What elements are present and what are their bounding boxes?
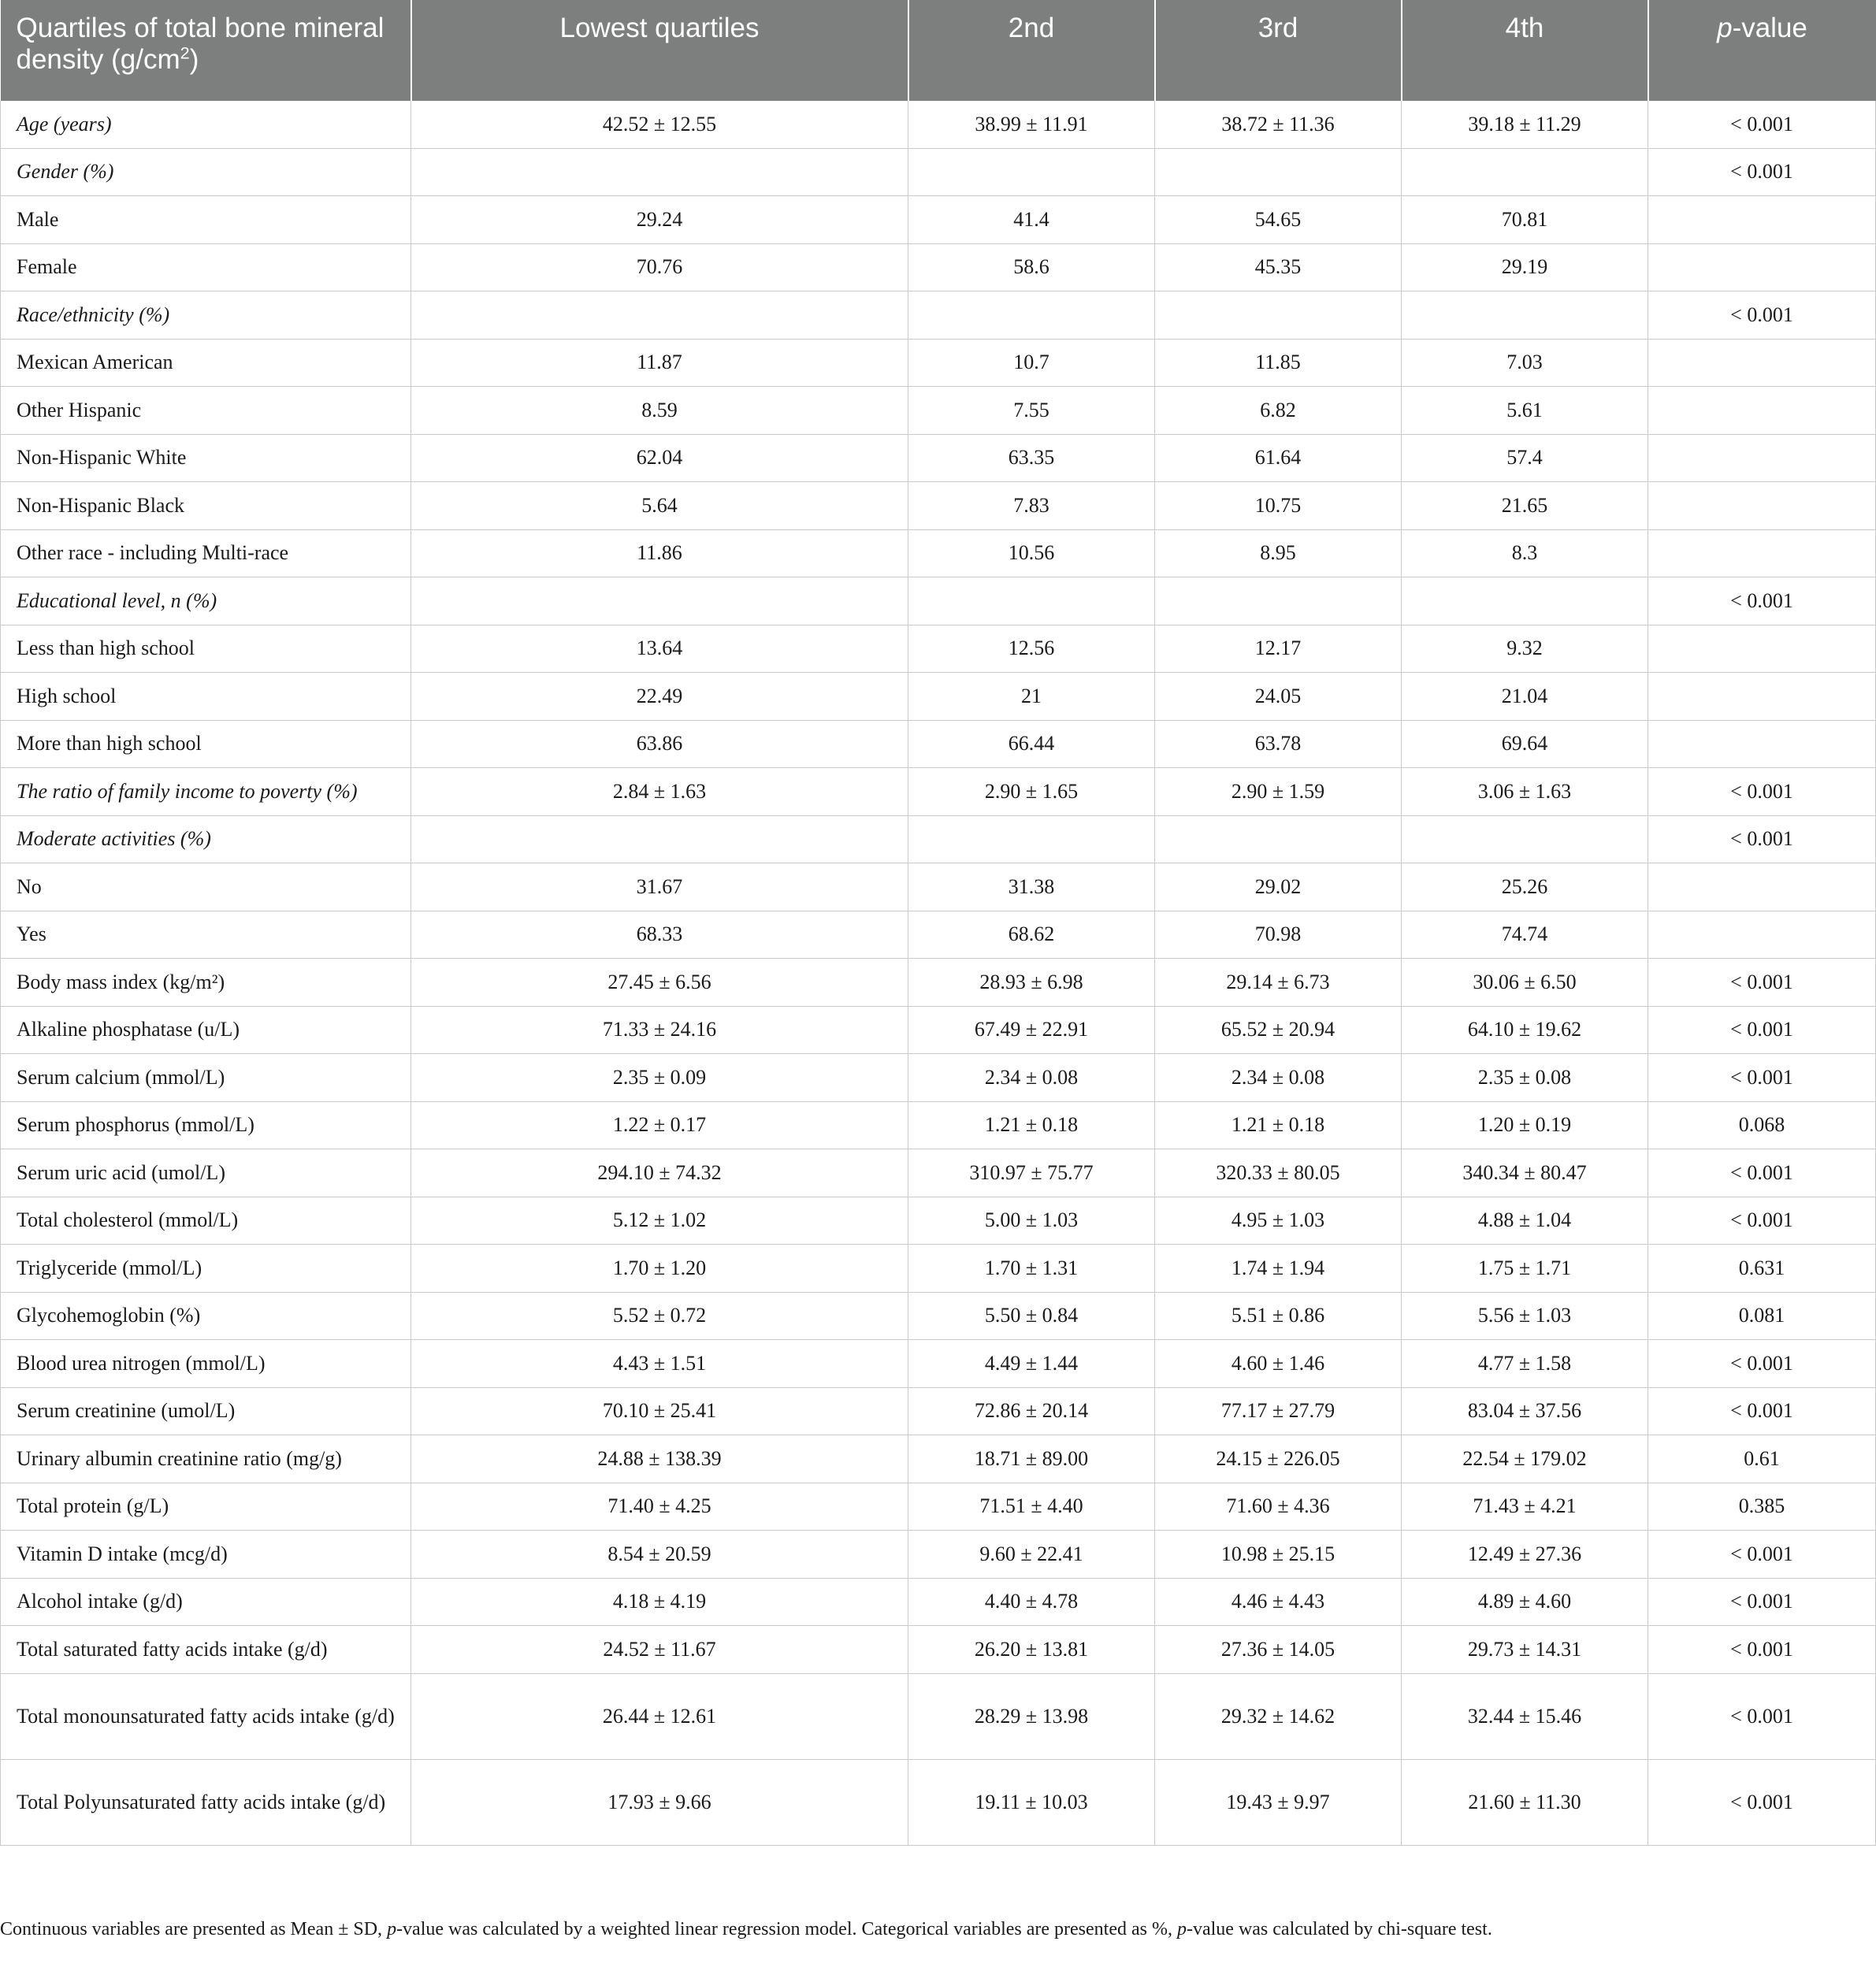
cell-lowest xyxy=(411,815,908,863)
footnote-part3: -value was calculated by chi-square test. xyxy=(1186,1919,1492,1939)
cell-p-value: < 0.001 xyxy=(1648,1626,1876,1674)
cell-4th: 21.60 ± 11.30 xyxy=(1402,1759,1648,1845)
cell-lowest: 26.44 ± 12.61 xyxy=(411,1673,908,1759)
header-p-italic: p xyxy=(1717,13,1733,43)
cell-p-value: < 0.001 xyxy=(1648,291,1876,340)
table-row xyxy=(1,768,1876,816)
cell-lowest: 2.35 ± 0.09 xyxy=(411,1054,908,1102)
cell-lowest: 11.86 xyxy=(411,529,908,577)
table-row xyxy=(1,1149,1876,1197)
cell-lowest: 24.88 ± 138.39 xyxy=(411,1435,908,1483)
cell-p-value xyxy=(1648,673,1876,721)
cell-3rd: 29.02 xyxy=(1155,863,1402,911)
table-row xyxy=(1,1292,1876,1340)
cell-p-value: < 0.001 xyxy=(1648,1673,1876,1759)
cell-lowest: 8.54 ± 20.59 xyxy=(411,1531,908,1579)
cell-4th xyxy=(1402,291,1648,340)
header-quartiles xyxy=(1,0,411,101)
cell-2nd: 2.34 ± 0.08 xyxy=(908,1054,1155,1102)
cell-lowest: 27.45 ± 6.56 xyxy=(411,959,908,1007)
cell-3rd: 27.36 ± 14.05 xyxy=(1155,1626,1402,1674)
table-row xyxy=(1,339,1876,387)
table-row xyxy=(1,529,1876,577)
cell-p-value: 0.081 xyxy=(1648,1292,1876,1340)
cell-3rd: 2.34 ± 0.08 xyxy=(1155,1054,1402,1102)
cell-lowest: 70.76 xyxy=(411,243,908,291)
table-row xyxy=(1,863,1876,911)
cell-4th: 21.65 xyxy=(1402,482,1648,530)
cell-2nd: 1.70 ± 1.31 xyxy=(908,1245,1155,1293)
cell-3rd: 71.60 ± 4.36 xyxy=(1155,1483,1402,1531)
cell-4th: 22.54 ± 179.02 xyxy=(1402,1435,1648,1483)
table-row xyxy=(1,434,1876,482)
cell-3rd: 10.75 xyxy=(1155,482,1402,530)
row-label: High school xyxy=(1,673,411,721)
cell-2nd: 10.56 xyxy=(908,529,1155,577)
row-label: Serum creatinine (umol/L) xyxy=(1,1387,411,1435)
table-row xyxy=(1,577,1876,625)
row-label: Other race - including Multi-race xyxy=(1,529,411,577)
cell-4th: 4.88 ± 1.04 xyxy=(1402,1197,1648,1245)
cell-lowest: 70.10 ± 25.41 xyxy=(411,1387,908,1435)
table-row xyxy=(1,911,1876,959)
row-label: No xyxy=(1,863,411,911)
cell-4th: 74.74 xyxy=(1402,911,1648,959)
cell-4th: 2.35 ± 0.08 xyxy=(1402,1054,1648,1102)
row-label: More than high school xyxy=(1,720,411,768)
table-row xyxy=(1,148,1876,196)
cell-lowest xyxy=(411,577,908,625)
cell-4th xyxy=(1402,815,1648,863)
cell-lowest: 1.22 ± 0.17 xyxy=(411,1101,908,1149)
table-row xyxy=(1,1759,1876,1845)
header-p-value xyxy=(1648,0,1876,101)
cell-3rd: 320.33 ± 80.05 xyxy=(1155,1149,1402,1197)
cell-2nd: 5.00 ± 1.03 xyxy=(908,1197,1155,1245)
cell-2nd: 71.51 ± 4.40 xyxy=(908,1483,1155,1531)
cell-3rd: 63.78 xyxy=(1155,720,1402,768)
row-label: Serum phosphorus (mmol/L) xyxy=(1,1101,411,1149)
table-row xyxy=(1,243,1876,291)
table-header xyxy=(1,0,1876,101)
table-row xyxy=(1,1673,1876,1759)
cell-3rd: 38.72 ± 11.36 xyxy=(1155,101,1402,148)
cell-p-value xyxy=(1648,720,1876,768)
row-label: Male xyxy=(1,196,411,244)
cell-lowest: 2.84 ± 1.63 xyxy=(411,768,908,816)
row-label: Gender (%) xyxy=(1,148,411,196)
cell-p-value: < 0.001 xyxy=(1648,768,1876,816)
cell-2nd: 38.99 ± 11.91 xyxy=(908,101,1155,148)
cell-2nd: 66.44 xyxy=(908,720,1155,768)
cell-3rd: 77.17 ± 27.79 xyxy=(1155,1387,1402,1435)
cell-2nd: 67.49 ± 22.91 xyxy=(908,1006,1155,1054)
table-row xyxy=(1,101,1876,148)
cell-3rd: 4.60 ± 1.46 xyxy=(1155,1340,1402,1388)
cell-3rd: 24.05 xyxy=(1155,673,1402,721)
cell-2nd xyxy=(908,815,1155,863)
cell-p-value: < 0.001 xyxy=(1648,148,1876,196)
cell-p-value: < 0.001 xyxy=(1648,1149,1876,1197)
cell-3rd xyxy=(1155,577,1402,625)
header-quartiles-close: ) xyxy=(189,44,199,75)
table-row xyxy=(1,815,1876,863)
cell-4th: 29.73 ± 14.31 xyxy=(1402,1626,1648,1674)
cell-2nd: 28.93 ± 6.98 xyxy=(908,959,1155,1007)
cell-p-value: < 0.001 xyxy=(1648,815,1876,863)
header-2nd: 2nd xyxy=(908,0,1155,101)
table-row xyxy=(1,625,1876,673)
header-quartiles-text: Quartiles of total bone mineral density (g/cm xyxy=(16,13,384,75)
cell-p-value: < 0.001 xyxy=(1648,1197,1876,1245)
cell-4th: 21.04 xyxy=(1402,673,1648,721)
cell-3rd: 24.15 ± 226.05 xyxy=(1155,1435,1402,1483)
cell-4th: 4.77 ± 1.58 xyxy=(1402,1340,1648,1388)
row-label: Alcohol intake (g/d) xyxy=(1,1578,411,1626)
cell-4th: 83.04 ± 37.56 xyxy=(1402,1387,1648,1435)
cell-3rd: 6.82 xyxy=(1155,387,1402,435)
table-row xyxy=(1,1387,1876,1435)
row-label: Non-Hispanic Black xyxy=(1,482,411,530)
cell-2nd: 31.38 xyxy=(908,863,1155,911)
row-label: Less than high school xyxy=(1,625,411,673)
cell-3rd: 65.52 ± 20.94 xyxy=(1155,1006,1402,1054)
table-row xyxy=(1,1054,1876,1102)
row-label: Blood urea nitrogen (mmol/L) xyxy=(1,1340,411,1388)
table-row xyxy=(1,1245,1876,1293)
table-row xyxy=(1,1006,1876,1054)
table-row xyxy=(1,482,1876,530)
cell-lowest: 63.86 xyxy=(411,720,908,768)
cell-2nd: 12.56 xyxy=(908,625,1155,673)
table-row xyxy=(1,291,1876,340)
cell-2nd: 4.40 ± 4.78 xyxy=(908,1578,1155,1626)
table-row xyxy=(1,720,1876,768)
cell-3rd: 5.51 ± 0.86 xyxy=(1155,1292,1402,1340)
cell-4th: 64.10 ± 19.62 xyxy=(1402,1006,1648,1054)
cell-lowest: 17.93 ± 9.66 xyxy=(411,1759,908,1845)
cell-p-value xyxy=(1648,339,1876,387)
row-label: Total cholesterol (mmol/L) xyxy=(1,1197,411,1245)
cell-p-value: < 0.001 xyxy=(1648,577,1876,625)
cell-p-value xyxy=(1648,529,1876,577)
cell-4th: 70.81 xyxy=(1402,196,1648,244)
cell-lowest: 13.64 xyxy=(411,625,908,673)
cell-3rd: 12.17 xyxy=(1155,625,1402,673)
table-row xyxy=(1,673,1876,721)
cell-2nd: 9.60 ± 22.41 xyxy=(908,1531,1155,1579)
cell-3rd: 61.64 xyxy=(1155,434,1402,482)
row-label: Total protein (g/L) xyxy=(1,1483,411,1531)
cell-2nd: 10.7 xyxy=(908,339,1155,387)
cell-4th: 9.32 xyxy=(1402,625,1648,673)
row-label: Alkaline phosphatase (u/L) xyxy=(1,1006,411,1054)
cell-3rd: 70.98 xyxy=(1155,911,1402,959)
table-row xyxy=(1,1435,1876,1483)
table-body xyxy=(1,101,1876,1845)
cell-4th: 32.44 ± 15.46 xyxy=(1402,1673,1648,1759)
cell-2nd: 2.90 ± 1.65 xyxy=(908,768,1155,816)
row-label: Triglyceride (mmol/L) xyxy=(1,1245,411,1293)
cell-3rd: 4.95 ± 1.03 xyxy=(1155,1197,1402,1245)
cell-2nd: 21 xyxy=(908,673,1155,721)
header-lowest: Lowest quartiles xyxy=(411,0,908,101)
cell-2nd xyxy=(908,577,1155,625)
cell-p-value xyxy=(1648,911,1876,959)
cell-4th: 30.06 ± 6.50 xyxy=(1402,959,1648,1007)
cell-p-value: < 0.001 xyxy=(1648,1340,1876,1388)
cell-lowest: 22.49 xyxy=(411,673,908,721)
row-label: Vitamin D intake (mcg/d) xyxy=(1,1531,411,1579)
table-row xyxy=(1,1626,1876,1674)
table-row xyxy=(1,1578,1876,1626)
cell-4th: 1.20 ± 0.19 xyxy=(1402,1101,1648,1149)
cell-p-value: < 0.001 xyxy=(1648,1006,1876,1054)
cell-4th xyxy=(1402,148,1648,196)
cell-4th: 5.61 xyxy=(1402,387,1648,435)
table-row xyxy=(1,1101,1876,1149)
cell-3rd: 8.95 xyxy=(1155,529,1402,577)
cell-p-value xyxy=(1648,625,1876,673)
row-label: Female xyxy=(1,243,411,291)
cell-4th xyxy=(1402,577,1648,625)
header-row xyxy=(1,0,1876,101)
cell-lowest: 71.33 ± 24.16 xyxy=(411,1006,908,1054)
cell-4th: 1.75 ± 1.71 xyxy=(1402,1245,1648,1293)
row-label: Educational level, n (%) xyxy=(1,577,411,625)
row-label: Serum uric acid (umol/L) xyxy=(1,1149,411,1197)
cell-3rd xyxy=(1155,291,1402,340)
footnote-part2: -value was calculated by a weighted linear regression model. Categorical variables are presented as %, xyxy=(396,1919,1177,1939)
cell-lowest: 5.64 xyxy=(411,482,908,530)
row-label: Age (years) xyxy=(1,101,411,148)
row-label: Non-Hispanic White xyxy=(1,434,411,482)
table-row xyxy=(1,387,1876,435)
header-superscript: 2 xyxy=(180,43,190,63)
cell-p-value: < 0.001 xyxy=(1648,101,1876,148)
footnote-p1: p xyxy=(387,1919,397,1939)
table-row xyxy=(1,1197,1876,1245)
cell-p-value: < 0.001 xyxy=(1648,1759,1876,1845)
row-label: Race/ethnicity (%) xyxy=(1,291,411,340)
row-label: Total saturated fatty acids intake (g/d) xyxy=(1,1626,411,1674)
cell-p-value xyxy=(1648,243,1876,291)
row-label: Moderate activities (%) xyxy=(1,815,411,863)
cell-4th: 7.03 xyxy=(1402,339,1648,387)
cell-4th: 29.19 xyxy=(1402,243,1648,291)
cell-4th: 69.64 xyxy=(1402,720,1648,768)
cell-p-value: < 0.001 xyxy=(1648,1387,1876,1435)
cell-p-value xyxy=(1648,387,1876,435)
cell-lowest: 31.67 xyxy=(411,863,908,911)
cell-2nd: 68.62 xyxy=(908,911,1155,959)
row-label: Total Polyunsaturated fatty acids intake (g/d) xyxy=(1,1759,411,1845)
cell-2nd: 41.4 xyxy=(908,196,1155,244)
cell-2nd: 1.21 ± 0.18 xyxy=(908,1101,1155,1149)
cell-lowest: 4.18 ± 4.19 xyxy=(411,1578,908,1626)
header-3rd: 3rd xyxy=(1155,0,1402,101)
row-label: Other Hispanic xyxy=(1,387,411,435)
header-4th: 4th xyxy=(1402,0,1648,101)
cell-3rd xyxy=(1155,148,1402,196)
cell-2nd: 58.6 xyxy=(908,243,1155,291)
cell-lowest: 62.04 xyxy=(411,434,908,482)
cell-2nd: 5.50 ± 0.84 xyxy=(908,1292,1155,1340)
cell-p-value: < 0.001 xyxy=(1648,1054,1876,1102)
cell-p-value: 0.385 xyxy=(1648,1483,1876,1531)
cell-2nd: 26.20 ± 13.81 xyxy=(908,1626,1155,1674)
cell-2nd: 63.35 xyxy=(908,434,1155,482)
row-label: Serum calcium (mmol/L) xyxy=(1,1054,411,1102)
cell-3rd: 4.46 ± 4.43 xyxy=(1155,1578,1402,1626)
cell-2nd: 28.29 ± 13.98 xyxy=(908,1673,1155,1759)
cell-p-value xyxy=(1648,863,1876,911)
table-row xyxy=(1,1483,1876,1531)
row-label: Glycohemoglobin (%) xyxy=(1,1292,411,1340)
header-p-rest: -value xyxy=(1732,13,1807,43)
cell-2nd: 7.55 xyxy=(908,387,1155,435)
cell-lowest: 5.52 ± 0.72 xyxy=(411,1292,908,1340)
cell-3rd: 10.98 ± 25.15 xyxy=(1155,1531,1402,1579)
cell-4th: 340.34 ± 80.47 xyxy=(1402,1149,1648,1197)
cell-4th: 57.4 xyxy=(1402,434,1648,482)
cell-lowest: 1.70 ± 1.20 xyxy=(411,1245,908,1293)
cell-lowest: 5.12 ± 1.02 xyxy=(411,1197,908,1245)
cell-p-value: < 0.001 xyxy=(1648,1578,1876,1626)
table-row xyxy=(1,196,1876,244)
cell-3rd: 54.65 xyxy=(1155,196,1402,244)
cell-4th: 3.06 ± 1.63 xyxy=(1402,768,1648,816)
table-row xyxy=(1,959,1876,1007)
row-label: Mexican American xyxy=(1,339,411,387)
cell-lowest: 71.40 ± 4.25 xyxy=(411,1483,908,1531)
cell-p-value xyxy=(1648,482,1876,530)
cell-3rd: 2.90 ± 1.59 xyxy=(1155,768,1402,816)
cell-2nd: 72.86 ± 20.14 xyxy=(908,1387,1155,1435)
cell-p-value: 0.068 xyxy=(1648,1101,1876,1149)
row-label: Body mass index (kg/m²) xyxy=(1,959,411,1007)
cell-lowest: 29.24 xyxy=(411,196,908,244)
cell-lowest xyxy=(411,291,908,340)
table-row xyxy=(1,1340,1876,1388)
cell-2nd xyxy=(908,148,1155,196)
cell-3rd: 29.32 ± 14.62 xyxy=(1155,1673,1402,1759)
cell-4th: 25.26 xyxy=(1402,863,1648,911)
cell-p-value xyxy=(1648,196,1876,244)
row-label: Urinary albumin creatinine ratio (mg/g) xyxy=(1,1435,411,1483)
cell-lowest: 11.87 xyxy=(411,339,908,387)
cell-2nd: 19.11 ± 10.03 xyxy=(908,1759,1155,1845)
cell-4th: 8.3 xyxy=(1402,529,1648,577)
cell-p-value: 0.61 xyxy=(1648,1435,1876,1483)
cell-4th: 12.49 ± 27.36 xyxy=(1402,1531,1648,1579)
cell-4th: 5.56 ± 1.03 xyxy=(1402,1292,1648,1340)
table-footnote xyxy=(0,1917,1629,1943)
footnote-part1: Continuous variables are presented as Mean ± SD, xyxy=(0,1919,388,1939)
cell-lowest xyxy=(411,148,908,196)
cell-3rd: 45.35 xyxy=(1155,243,1402,291)
cell-3rd: 11.85 xyxy=(1155,339,1402,387)
cell-lowest: 42.52 ± 12.55 xyxy=(411,101,908,148)
footnote-p2: p xyxy=(1176,1919,1187,1939)
cell-p-value: < 0.001 xyxy=(1648,1531,1876,1579)
cell-4th: 39.18 ± 11.29 xyxy=(1402,101,1648,148)
cell-lowest: 8.59 xyxy=(411,387,908,435)
cell-2nd: 4.49 ± 1.44 xyxy=(908,1340,1155,1388)
cell-lowest: 68.33 xyxy=(411,911,908,959)
cell-3rd: 1.21 ± 0.18 xyxy=(1155,1101,1402,1149)
cell-lowest: 4.43 ± 1.51 xyxy=(411,1340,908,1388)
cell-2nd: 310.97 ± 75.77 xyxy=(908,1149,1155,1197)
cell-lowest: 294.10 ± 74.32 xyxy=(411,1149,908,1197)
row-label: Total monounsaturated fatty acids intake (g/d) xyxy=(1,1673,411,1759)
cell-p-value: < 0.001 xyxy=(1648,959,1876,1007)
cell-p-value xyxy=(1648,434,1876,482)
cell-2nd xyxy=(908,291,1155,340)
cell-4th: 4.89 ± 4.60 xyxy=(1402,1578,1648,1626)
cell-3rd: 1.74 ± 1.94 xyxy=(1155,1245,1402,1293)
cell-4th: 71.43 ± 4.21 xyxy=(1402,1483,1648,1531)
cell-lowest: 24.52 ± 11.67 xyxy=(411,1626,908,1674)
table-row xyxy=(1,1531,1876,1579)
cell-3rd: 19.43 ± 9.97 xyxy=(1155,1759,1402,1845)
cell-p-value: 0.631 xyxy=(1648,1245,1876,1293)
row-label: Yes xyxy=(1,911,411,959)
row-label: The ratio of family income to poverty (%) xyxy=(1,768,411,816)
cell-3rd xyxy=(1155,815,1402,863)
cell-2nd: 18.71 ± 89.00 xyxy=(908,1435,1155,1483)
cell-3rd: 29.14 ± 6.73 xyxy=(1155,959,1402,1007)
cell-2nd: 7.83 xyxy=(908,482,1155,530)
